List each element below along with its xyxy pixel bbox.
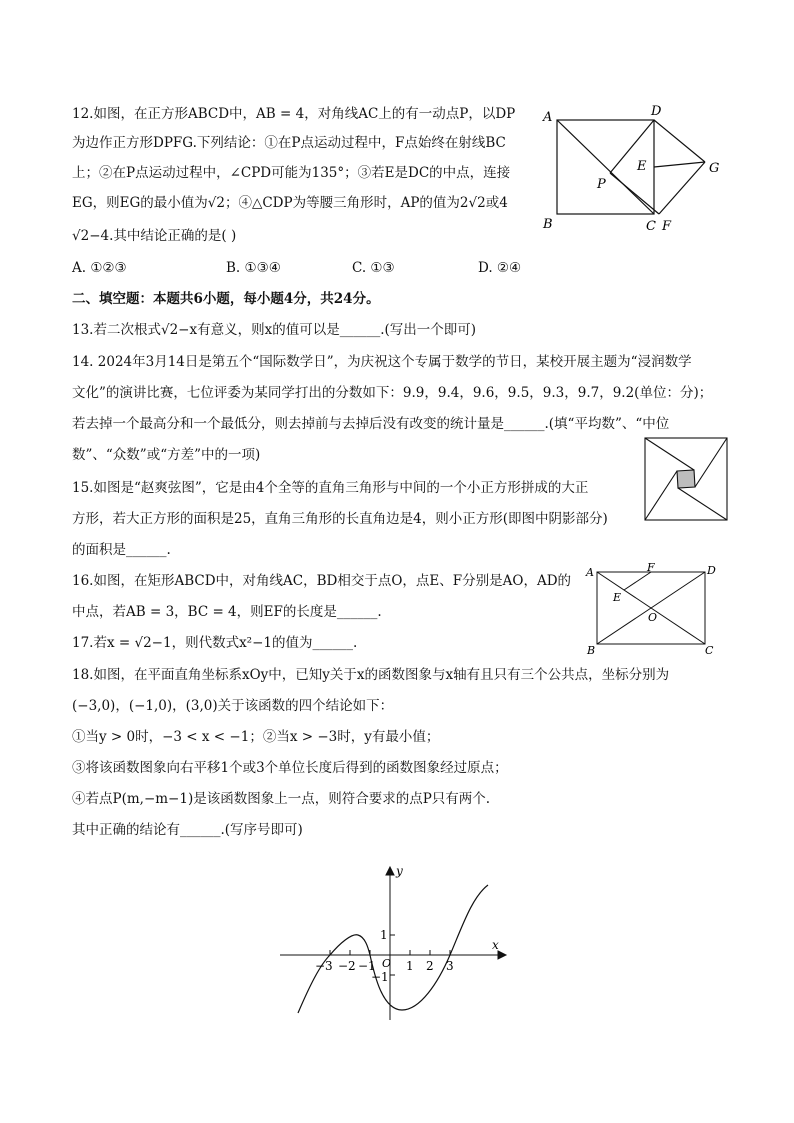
q12-line-2: 为边作正方形DPFG.下列结论：①在P点运动过程中，F点始终在射线BC [72, 135, 506, 151]
x-axis-arrow [498, 951, 506, 959]
tick-label-2: 2 [426, 959, 434, 973]
segment-fg [659, 162, 705, 214]
q12-line-4: EG，则EG的最小值为√2；④△CDP为等腰三角形时，AP的值为2√2或4 [72, 195, 508, 211]
segment-ef [624, 572, 651, 590]
segment-eg [654, 162, 705, 167]
q14-line-3: 若去掉一个最高分和一个最低分，则去掉前与去掉后没有改变的统计量是______.(填“平均数”、“中位 [72, 416, 670, 432]
tick-label-neg2: −2 [338, 959, 356, 973]
small-shaded-square [677, 470, 695, 488]
q14-line-1: 14. 2024年3月14日是第五个“国际数学日”，为庆祝这个专属于数学的节日，某校开展主题为“浸润数学 [72, 354, 692, 370]
q18-line-5: ④若点P(m,−m−1)是该函数图象上一点，则符合要求的点P只有两个. [72, 791, 491, 807]
label-d: D [651, 104, 662, 119]
tick-label-1: 1 [406, 959, 414, 973]
q12-option-c: C. ①③ [352, 260, 395, 276]
q12-line-5: √2−4.其中结论正确的是( ) [72, 228, 237, 244]
q12-option-b: B. ①③④ [226, 260, 281, 276]
tick-label-y1: 1 [380, 928, 388, 942]
q12-square-figure [535, 100, 735, 238]
q12-option-d: D. ②④ [478, 260, 522, 276]
q14-line-2: 文化”的演讲比赛，七位评委为某同学打出的分数如下：9.9，9.4，9.6，9.5，9.3，9.7，9.2(单位：分)； [72, 385, 713, 401]
q16-rectangle-figure [582, 560, 718, 658]
label-f: F [647, 561, 655, 574]
q12-line-3: 上；②在P点运动过程中，∠CPD可能为135°；③若E是DC的中点，连接 [72, 165, 511, 181]
origin-label: O [382, 957, 392, 970]
y-axis-arrow [386, 867, 394, 875]
label-g: G [709, 161, 720, 176]
question-17: 17.若x = √2−1，则代数式x²−1的值为______. [72, 635, 358, 651]
segment-dg [654, 120, 705, 162]
q18-line-3: ①当y > 0时，−3 < x < −1；②当x > −3时，y有最小值； [72, 729, 440, 745]
q16-line-2: 中点，若AB = 3，BC = 4，则EF的长度是______. [72, 604, 382, 620]
tick-label-neg3: −3 [315, 959, 333, 973]
tick-label-3: 3 [446, 959, 454, 973]
q15-line-3: 的面积是______. [72, 542, 171, 558]
label-p: P [597, 177, 606, 192]
x-axis-label: x [492, 938, 499, 952]
tick-label-yneg1: −1 [371, 970, 389, 984]
segment-pf [610, 173, 659, 214]
function-curve [298, 885, 488, 1013]
label-b: B [543, 217, 553, 232]
q18-line-4: ③将该函数图象向右平移1个或3个单位长度后得到的函数图象经过原点； [72, 760, 508, 776]
q12-line-1: 12.如图，在正方形ABCD中，AB = 4，对角线AC上的有一动点P，以DP [72, 106, 516, 122]
q15-line-2: 方形，若大正方形的面积是25，直角三角形的长直角边是4，则小正方形(即图中阴影部分) [72, 511, 608, 527]
label-e: E [637, 159, 647, 174]
label-a: A [586, 566, 594, 579]
label-o: O [648, 611, 658, 624]
zhao-shuang-diagram [644, 437, 728, 521]
segment-dp [610, 120, 654, 173]
q12-option-a: A. ①②③ [72, 260, 127, 276]
label-e: E [613, 591, 622, 604]
function-graph [270, 855, 520, 1030]
label-c: C [705, 644, 714, 657]
section-2-heading: 二、填空题：本题共6小题，每小题4分，共24分。 [72, 291, 380, 307]
q15-line-1: 15.如图是“赵爽弦图”，它是由4个全等的直角三角形与中间的一个小正方形拼成的大正 [72, 480, 589, 496]
q18-line-6: 其中正确的结论有______.(写序号即可) [72, 822, 303, 838]
q18-line-2: (−3,0)，(−1,0)，(3,0)关于该函数的四个结论如下： [72, 698, 394, 714]
label-c: C [646, 219, 656, 234]
q16-line-1: 16.如图，在矩形ABCD中，对角线AC，BD相交于点O，点E、F分别是AO，AD的 [72, 573, 572, 589]
label-f: F [662, 219, 672, 234]
y-axis-label: y [396, 864, 403, 878]
tick-label-neg1: −1 [358, 959, 376, 973]
q18-line-1: 18.如图，在平面直角坐标系xOy中，已知y关于x的函数图象与x轴有且只有三个公共点，坐标分别为 [72, 667, 670, 683]
question-13: 13.若二次根式√2−x有意义，则x的值可以是______.(写出一个即可) [72, 322, 477, 338]
label-d: D [707, 564, 716, 577]
label-a: A [543, 110, 553, 125]
q14-line-4: 数”、“众数”或“方差”中的一项) [72, 447, 261, 463]
label-b: B [587, 644, 596, 657]
